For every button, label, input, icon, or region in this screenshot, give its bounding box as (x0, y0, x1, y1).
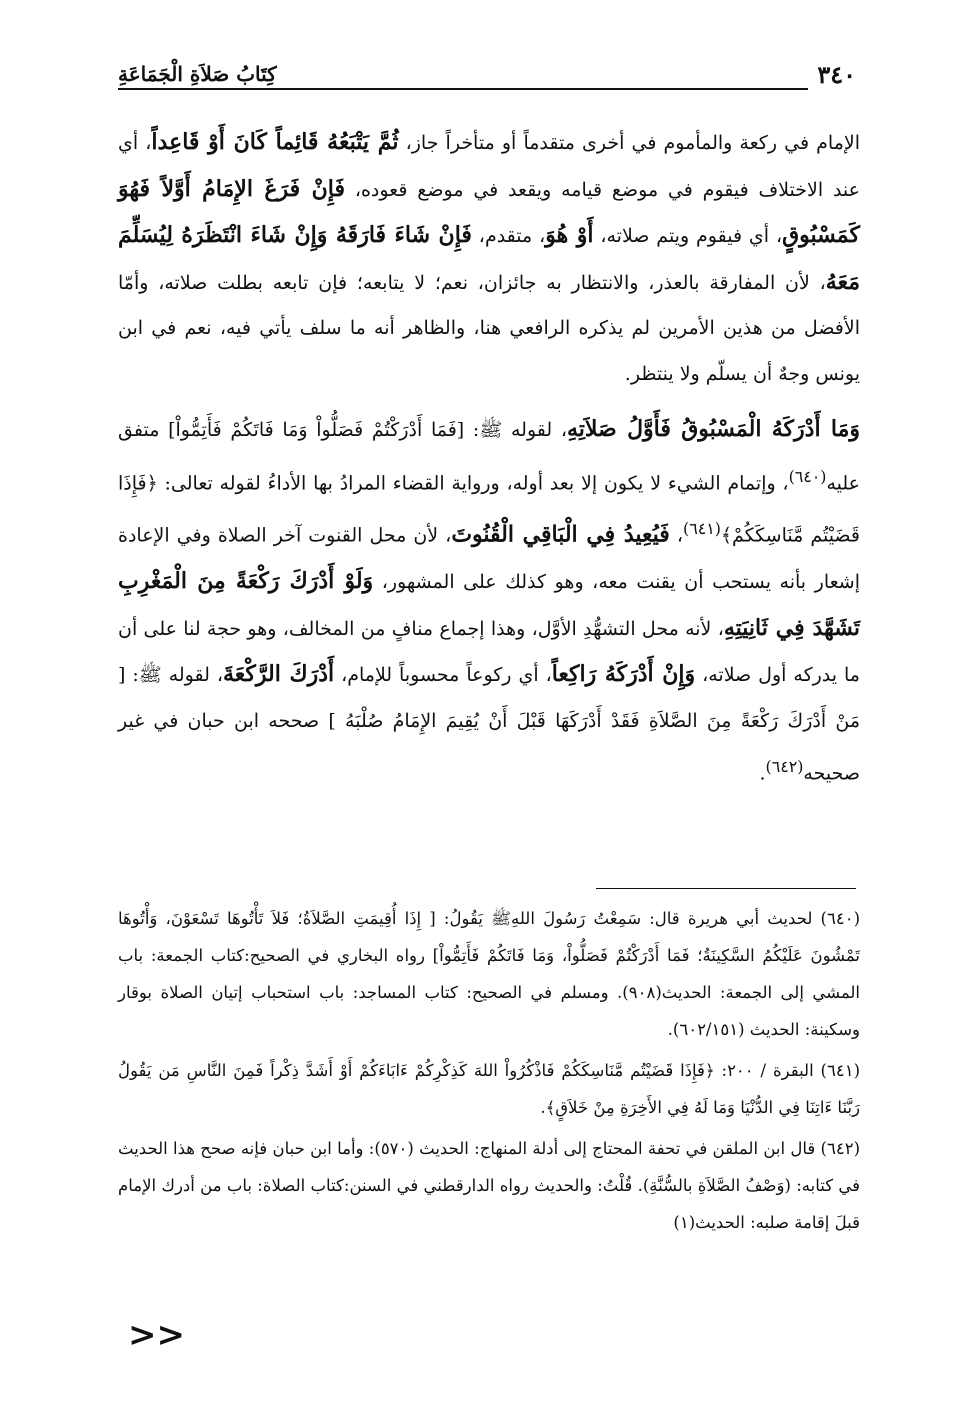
continuation-mark: << (128, 1315, 185, 1355)
commentary-text: الإمام في ركعة والمأموم في أخرى متقدماً أو متأخراً جاز، (398, 132, 860, 154)
footnote-ref-640: (٦٤٠) (788, 466, 827, 486)
footnote-642: (٦٤٢) قال ابن الملقن في تحفة المحتاج إلى أدلة المنهاج: الحديث (٥٧٠): وأما ابن حبان فإنه صحح هذا الحديث في كتابه: (وَصْفُ الصَّلاَةِ بالسُّنَّةِ). قُلْتُ: والحديث رواه الدارقطني في السنن:كتاب الصلاة: باب من أدرك الإمام قبلَ إقامة صلبه: الحديث(١) (118, 1139, 860, 1232)
commentary-text: ، لأن محل القنوت آخر الصلاة وفي الإعادة إشعار بأنه يستحب أن يقنت معه، وهو كذلك على المشهور، (118, 524, 860, 594)
commentary-text: ، (669, 524, 683, 547)
main-text (118, 120, 860, 797)
matn-text: ثُمَّ يَتْبَعُهُ قَائِماً كَانَ أَوْ قَاعِداً (151, 129, 399, 155)
book-title: كِتَابُ صَلاَةِ الْجَمَاعَةِ (118, 62, 277, 86)
commentary-text: ، لقوله ﷺ: [فَمَا أَدْرَكْتُمْ فَصَلُّواْ وَمَا فَاتَكُمْ فَأَتِمُّواْ] متفق عليه (118, 419, 860, 494)
commentary-text: ، أي فيقوم ويتم صلاته، (593, 225, 783, 247)
commentary-text: ، لأن المفارقة بالعذر، والانتظار به جائزان، نعم؛ لا يتابعه؛ فإن تابعه بطلت صلاته، وأمّا الأفضل من هذين الأمرين لم يذكره الرافعي هنا، والظاهر أنه ما سلف يأتي فيه، نعم في ابن يونس وجهٌ أن يسلّم ولا ينتظر. (118, 271, 860, 385)
header-rule (118, 88, 808, 90)
footnotes (118, 900, 860, 1241)
footnote-separator (596, 888, 856, 889)
matn-text: فَإِنْ فَرَغَ الإِمَامُ أَوَّلاً فَهُوَ كَمَسْبُوقٍ (118, 175, 861, 248)
matn-text: فَإِنْ شَاءَ فَارَقَهُ وَإِنْ شَاءَ انْتَظَرَهُ لِيُسَلِّمَ مَعَهُ (118, 222, 860, 295)
commentary-text: . (759, 762, 766, 785)
matn-text: وَلَوْ أَدْرَكَ رَكْعَةً مِنَ الْمَغْرِبِ تَشَهَّدَ فِي ثَانِيَتِهِ (118, 568, 860, 641)
footnote-ref-641: (٦٤١) (683, 519, 721, 539)
matn-text: فَيُعِيدُ فِي الْبَاقِي الْقُنُوتَ (451, 521, 670, 548)
matn-text: أَدْرَكَ الرَّكْعَةَ (223, 661, 335, 688)
commentary-text: ، أي ركوعاً محسوباً للإمام، (334, 664, 552, 687)
commentary-text: ، لقوله ﷺ: [ مَنْ أَدْرَكَ رَكْعَةً مِنَ الصَّلاَةِ فَقَدْ أَدْرَكَهَا قَبْلَ أَنْ يُقِيمَ الإِمَامُ صُلْبَهُ ] صححه ابن حبان في غير صحيحه (118, 664, 860, 785)
matn-text: وَإِنْ أَدْرَكَهُ رَاكِعاً (551, 661, 696, 688)
commentary-text: ، لأنه محل التشهُّدِ الأوَّل، وهذا إجماع منافٍ من المخالف، وهو حجة لنا على أن ما يدركه أول صلاته، (118, 617, 860, 687)
commentary-text: ، أي عند الاختلاف فيقوم في موضع قيامه ويقعد في موضع قعوده، (118, 132, 860, 201)
footnote-641: (٦٤١) البقرة / ٢٠٠: ﴿فَإِذَا قَضَيْتُم مَّنَاسِكَكُمْ فَاذْكُرُواْ اللهَ كَذِكْرِكُمْ ءَابَاءَكُمْ أَوْ أَشَدَّ ذِكْراً فَمِنَ النَّاسِ مَن يَقُولُ رَبَّنَا ءَاتِنَا فِي الدُّنْيَا وَمَا لَهُ فِي الأَخِرَةِ مِنْ خَلاَقٍ﴾. (118, 1061, 861, 1117)
page-number: ٣٤٠ (817, 60, 856, 89)
paragraph-1 (118, 120, 860, 397)
footnote-ref-642: (٦٤٢) (765, 757, 804, 777)
matn-text: وَمَا أَدْرَكَهُ الْمَسْبُوقُ فَأَوَّلُ صَلاَتِهِ (567, 416, 861, 442)
matn-text: أَوْ هُوَ (545, 222, 594, 248)
footnote-640: (٦٤٠) لحديث أبي هريرة قال: سَمِعْتُ رَسُولَ اللهِﷺ يَقُولُ: [ إِذَا أُقِيمَتِ الصَّلاَةُ؛ فَلاَ تَأْتُوهَا تَسْعَوْنَ، وَأْتُوهَا تَمْشُونَ عَلَيْكُمُ السَّكِينَةُ؛ فَمَا أَدْرَكْتُمْ فَصَلُّواْ، وَمَا فَاتَكُمْ فَأَتِمُّواْ] رواه البخاري في الصحيح:كتاب الجمعة: باب المشي إلى الجمعة: الحديث(٩٠٨). ومسلم في الصحيح: كتاب المساجد: باب استحباب إتيان الصلاة بوقار وسكينة: الحديث (٦٠٢/١٥١). (118, 909, 860, 1039)
commentary-text: ، وإتمام الشيء لا يكون إلا بعد أوله، ورواية القضاء المرادُ بها الأداءُ لقوله تعالى: ﴿فَإِذَا قَضَيْتُم مَّنَاسِكَكُمْ﴾ (118, 471, 860, 547)
paragraph-2 (118, 407, 860, 797)
commentary-text: ، متقدم، (471, 225, 546, 247)
